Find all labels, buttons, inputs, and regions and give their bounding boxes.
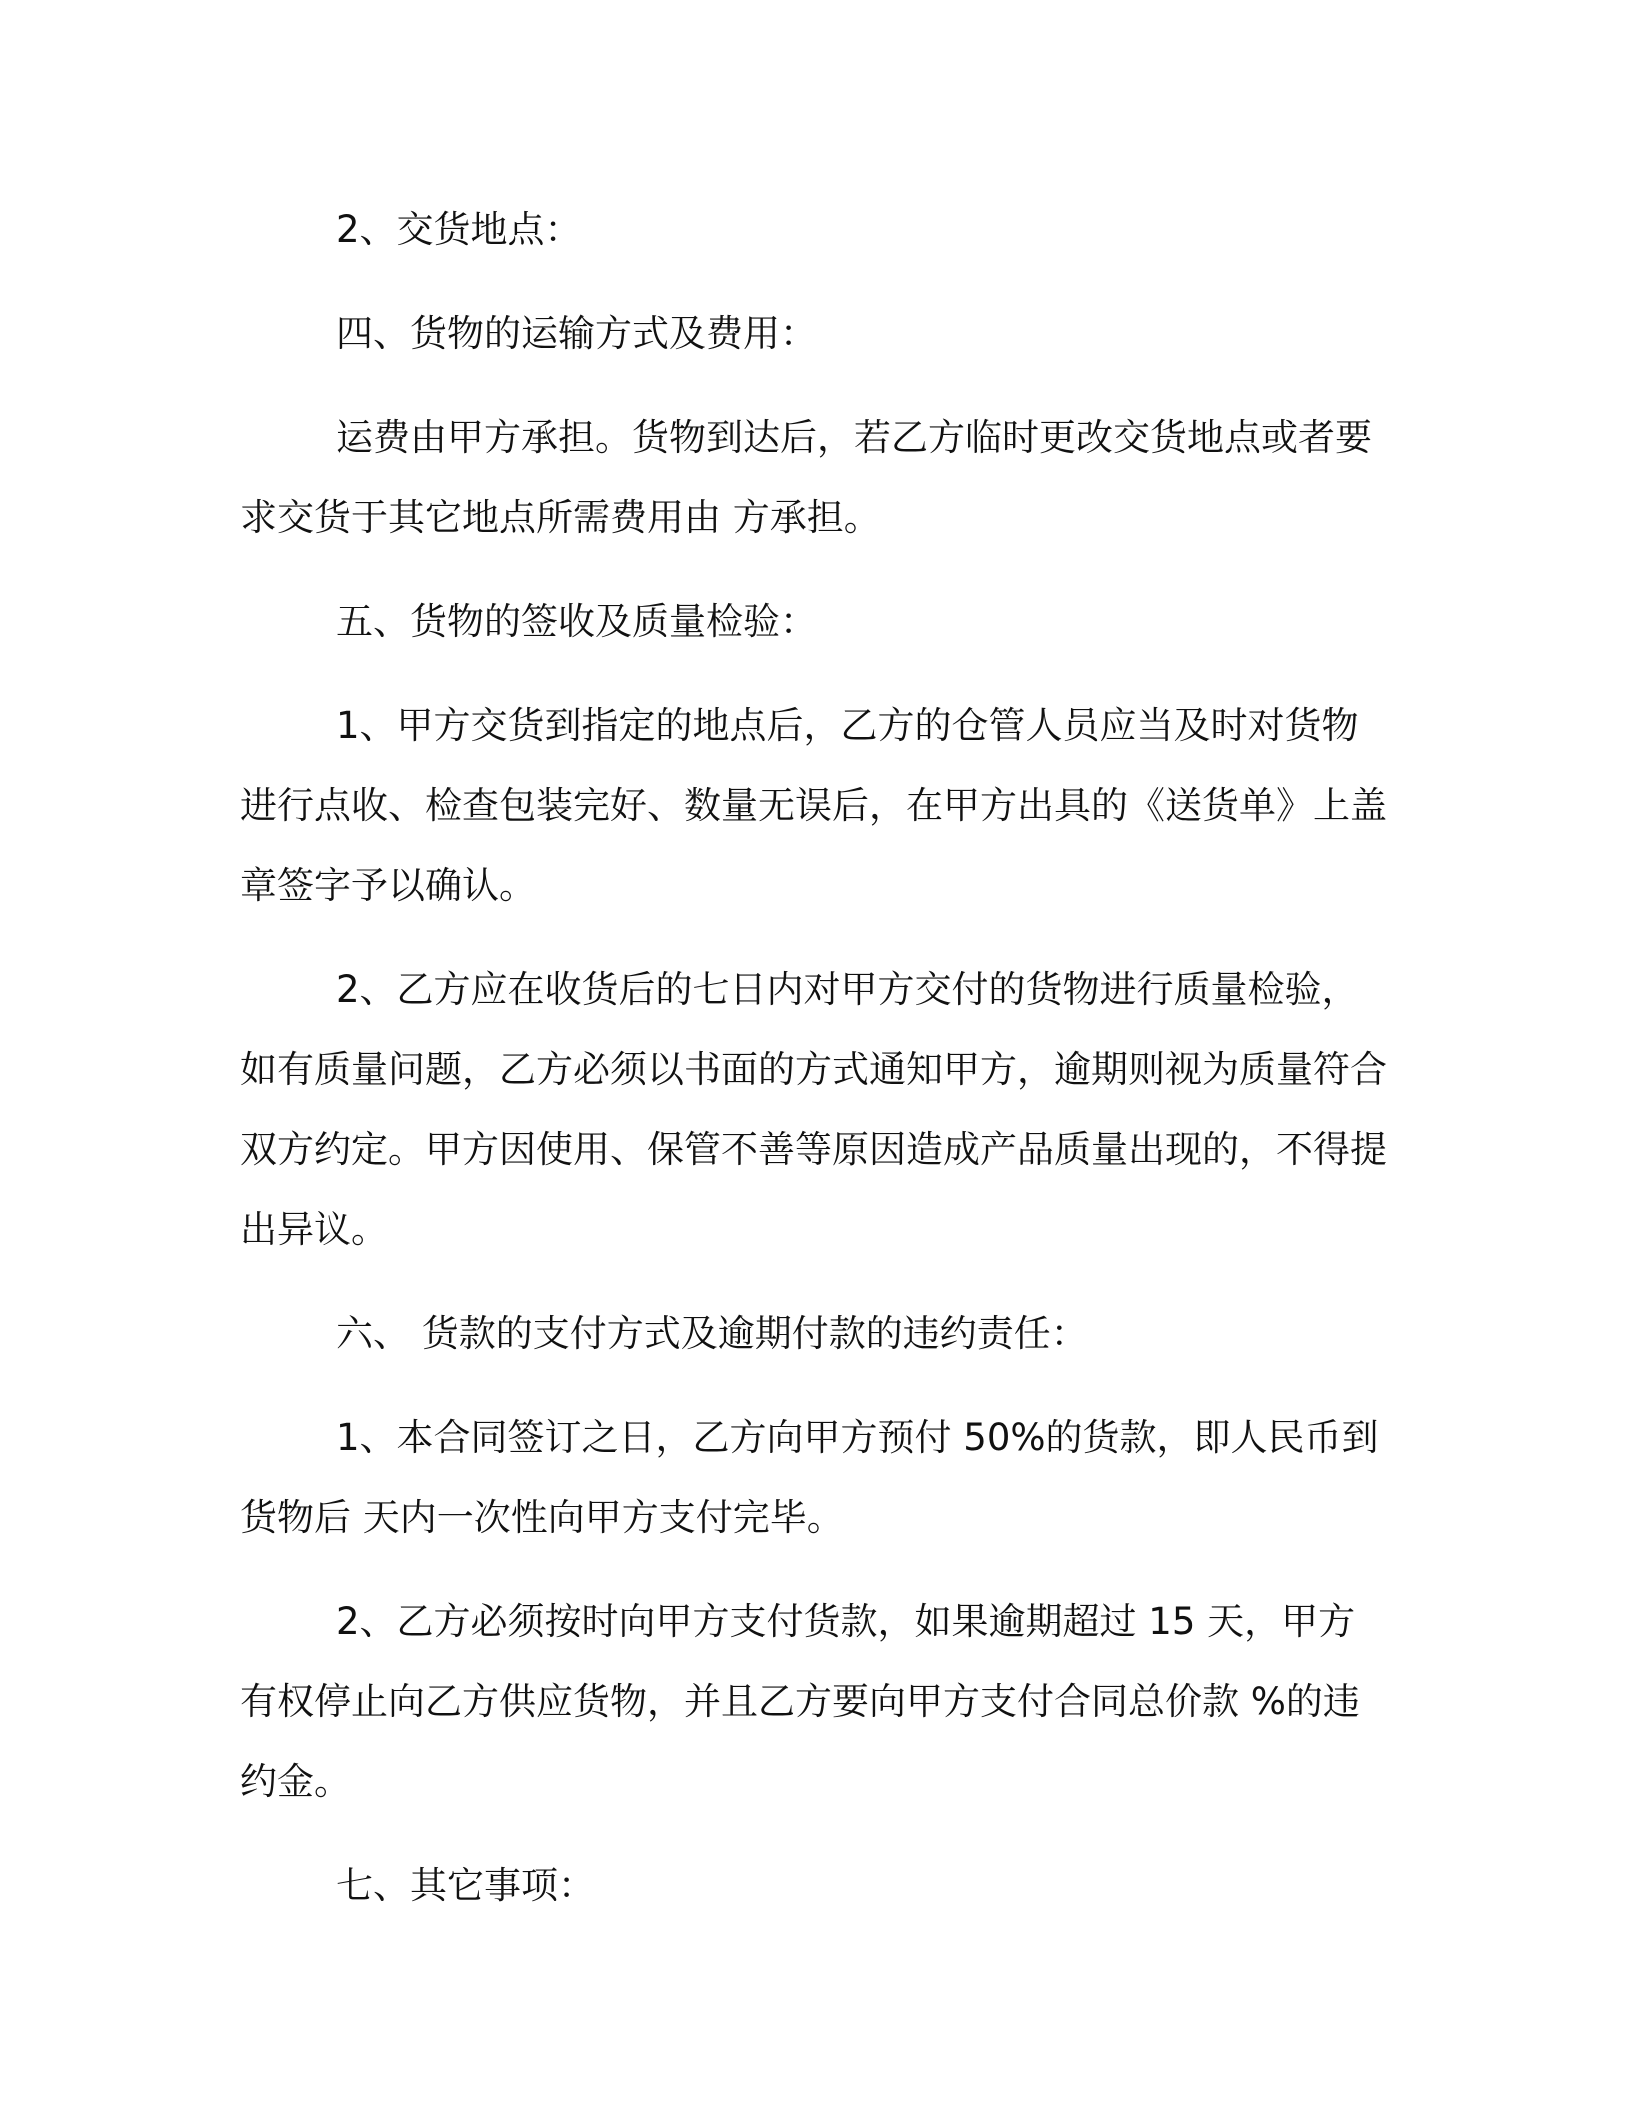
section-transport-heading: 四、货物的运输方式及费用： [336,312,817,355]
payment-clause-2: 2、乙方必须按时向甲方支付货款，如果逾期超过 15 天，甲方有权停止向乙方供应货物，并且乙方要向甲方支付合同总价款 %的违约金。 [240,1600,1360,1803]
section-payment-heading: 六、 货款的支付方式及逾期付款的违约责任： [336,1312,1088,1355]
section-other-matters-heading: 七、其它事项： [336,1864,595,1907]
inspection-clause-2: 2、乙方应在收货后的七日内对甲方交付的货物进行质量检验，如有质量问题，乙方必须以书面的方式通知甲方，逾期则视为质量符合双方约定。甲方因使用、保管不善等原因造成产品质量出现的，不得提出异议。 [240,968,1387,1251]
document-body [240,190,1390,1926]
receipt-clause-1: 1、甲方交货到指定的地点后，乙方的仓管人员应当及时对货物进行点收、检查包装完好、数量无误后，在甲方出具的《送货单》上盖章签字予以确认。 [240,704,1387,907]
section-receipt-inspection-heading: 五、货物的签收及质量检验： [336,600,817,643]
clause-delivery-location: 2、交货地点： [336,208,582,251]
payment-clause-1: 1、本合同签订之日，乙方向甲方预付 50%的货款，即人民币到货物后 天内一次性向甲方支付完毕。 [240,1416,1379,1539]
transport-cost-paragraph: 运费由甲方承担。货物到达后，若乙方临时更改交货地点或者要求交货于其它地点所需费用由 方承担。 [240,416,1372,539]
